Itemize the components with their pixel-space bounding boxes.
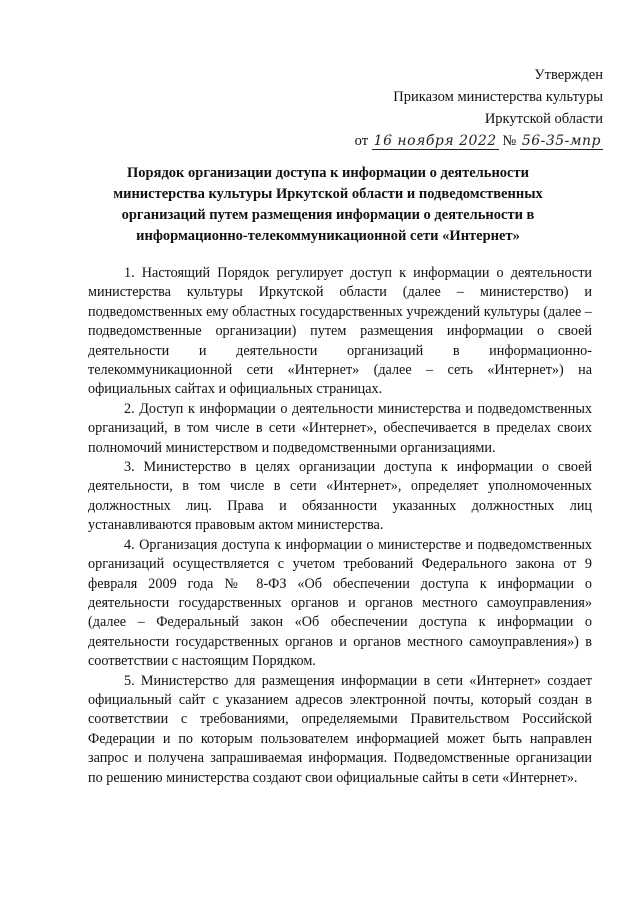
approval-line-region: Иркутской области [484, 111, 603, 127]
paragraph-3: 3. Министерство в целях организации доступа к информации о своей деятельности, в том числе в сети «Интернет», определяет уполномоченных должностных лиц. Права и обязанности указанных должностных лиц устанавливаются правовым актом министерства. [88, 459, 592, 534]
handwritten-date: 16 ноября 2022 [373, 133, 497, 149]
approval-date-number-line [355, 130, 603, 152]
paragraph-5: 5. Министерство для размещения информации в сети «Интернет» создает официальный сайт с указанием адресов электронной почты, который создан в соответствии с требованиями, определяемыми Правительством Российской Федерации и по которым пользователем информацией может быть направлен запрос и получена запрашиваемая информация. Подведомственные организации по решению министерства создают свои официальные сайты в сети «Интернет». [88, 672, 592, 786]
title-line-2: министерства культуры Иркутской области и подведомственных [113, 186, 543, 202]
number-prefix: № [502, 133, 517, 149]
paragraph-2: 2. Доступ к информации о деятельности министерства и подведомственных организаций, в том числе в сети «Интернет», обеспечивается в пределах своих полномочий министерством и подведомственными организациями. [88, 400, 592, 456]
document-title [108, 163, 548, 247]
paragraph-4: 4. Организация доступа к информации о министерстве и подведомственных организаций осуществляется с учетом требований Федерального закона от 9 февраля 2009 года № 8-ФЗ «Об обеспечении доступа к информации о деятельности государственных органов и органов местного самоуправления» (далее – Федеральный закон «Об обеспечении доступа к информации о деятельности государственных органов и органов местного самоуправления») в соответствии с настоящим Порядком. [88, 536, 592, 670]
title-line-4: информационно-телекоммуникационной сети «Интернет» [136, 228, 520, 244]
handwritten-number: 56-35-мпр [521, 133, 601, 149]
title-line-1: Порядок организации доступа к информации о деятельности [127, 165, 529, 181]
paragraph-1: 1. Настоящий Порядок регулирует доступ к информации о деятельности министерства культуры Иркутской области (далее – министерство) и подведомственных ему областных государственных учреждений культуры (далее – подведомственные организации) путем размещения информации о своей деятельности и деятельности организаций в информационно-телекоммуникационной сети «Интернет» (далее – сеть «Интернет») на официальных сайтах и официальных страницах. [88, 265, 592, 398]
approval-line-approved: Утвержден [534, 67, 603, 83]
title-line-3: организаций путем размещения информации о деятельности в [121, 207, 535, 223]
document-body [88, 264, 592, 788]
approval-line-order: Приказом министерства культуры [393, 89, 603, 105]
date-prefix: от [354, 133, 369, 149]
approval-block [355, 64, 603, 152]
